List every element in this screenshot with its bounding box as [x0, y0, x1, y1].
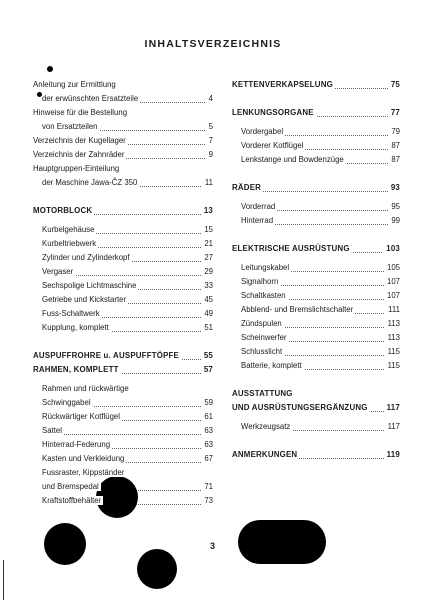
- toc-entry: [33, 106, 213, 120]
- toc-entry-title: KETTENVERKAPSELUNG: [232, 80, 333, 89]
- toc-entry-title: Hauptgruppen-Einteilung: [33, 164, 120, 173]
- toc-entry-page: 107: [384, 289, 400, 303]
- toc-entry: [33, 321, 213, 335]
- toc-entry: [33, 78, 213, 92]
- toc-entry: [33, 162, 213, 176]
- toc-entry-title: Anleitung zur Ermittlung: [33, 80, 116, 89]
- toc-entry-page: 113: [385, 317, 400, 331]
- toc-entry-page: 73: [201, 494, 213, 508]
- toc-section-entry: [232, 401, 400, 415]
- toc-entry-page: 71: [201, 480, 213, 494]
- page-number: 3: [210, 541, 216, 551]
- toc-entry-title: Leitungskabel: [241, 263, 290, 272]
- toc-spacer: [232, 228, 400, 242]
- toc-entry-page: 9: [206, 148, 213, 162]
- toc-entry-page: 5: [206, 120, 213, 134]
- toc-entry-title: Kurbeltriebwerk: [42, 239, 97, 248]
- toc-entry: [232, 289, 400, 303]
- toc-entry-title: UND AUSRÜSTUNGSERGÄNZUNG: [232, 403, 368, 412]
- toc-entry: [33, 452, 213, 466]
- toc-section-entry: [232, 181, 400, 195]
- toc-entry-page: 45: [201, 293, 213, 307]
- toc-entry: [33, 265, 213, 279]
- page-title: INHALTSVERZEICHNIS: [144, 38, 282, 50]
- toc-entry-page: 87: [388, 139, 400, 153]
- toc-entry: [33, 438, 213, 452]
- toc-entry-title: MOTORBLOCK: [33, 206, 93, 215]
- toc-entry: [232, 261, 400, 275]
- toc-spacer: [232, 167, 400, 181]
- toc-entry-title: Zylinder und Zylinderkopf: [42, 253, 130, 262]
- toc-entry-page: 99: [388, 214, 400, 228]
- toc-spacer: [33, 335, 213, 349]
- toc-entry-page: 13: [201, 204, 213, 218]
- toc-entry-page: 115: [385, 359, 400, 373]
- toc-entry-page: 111: [385, 303, 400, 317]
- toc-entry-title: AUSPUFFROHRE u. AUSPUFFTÖPFE: [33, 351, 180, 360]
- toc-entry-title: Kasten und Verkleidung: [42, 454, 125, 463]
- toc-entry: [232, 331, 400, 345]
- toc-entry-title: LENKUNGSORGANE: [232, 108, 314, 117]
- toc-entry-page: 117: [384, 401, 400, 415]
- toc-entry-title: Sattel: [42, 426, 62, 435]
- toc-entry-title: Fussraster, Kippständer: [42, 468, 125, 477]
- toc-spacer: [232, 92, 400, 106]
- toc-entry-title: Hinterrad-Federung: [42, 440, 111, 449]
- toc-entry-title: Schlusslicht: [241, 347, 283, 356]
- toc-entry-title: Vordergabel: [241, 127, 284, 136]
- toc-entry-page: 87: [388, 153, 400, 167]
- toc-entry-title: AUSSTATTUNG: [232, 389, 293, 398]
- toc-entry-page: 27: [201, 251, 213, 265]
- toc-entry: [232, 345, 400, 359]
- toc-entry-page: 95: [388, 200, 400, 214]
- toc-spacer: [33, 190, 213, 204]
- toc-entry: [232, 359, 400, 373]
- toc-entry-title: Fuss-Schaltwerk: [42, 309, 100, 318]
- toc-entry-title: Vorderrad: [241, 202, 276, 211]
- toc-entry: [33, 293, 213, 307]
- toc-entry-title: von Ersatzteilen: [42, 122, 98, 131]
- toc-entry-title: Kraftstoffbehälter: [42, 496, 102, 505]
- toc-entry-title: ELEKTRISCHE AUSRÜSTUNG: [232, 244, 350, 253]
- toc-entry-page: 57: [201, 363, 213, 377]
- toc-entry: [33, 237, 213, 251]
- ink-speck: [47, 66, 53, 72]
- toc-entry: [33, 251, 213, 265]
- toc-column-left: [33, 78, 213, 508]
- toc-entry: [232, 200, 400, 214]
- toc-entry-title: Scheinwerfer: [241, 333, 287, 342]
- toc-column-right: [232, 78, 400, 462]
- toc-entry-page: 21: [201, 237, 213, 251]
- toc-entry-page: 11: [202, 176, 213, 190]
- toc-entry: [232, 317, 400, 331]
- toc-section-entry: [232, 78, 400, 92]
- toc-entry-page: 4: [206, 92, 213, 106]
- toc-entry-page: 15: [201, 223, 213, 237]
- toc-section-entry: [33, 204, 213, 218]
- toc-section-entry: [232, 387, 400, 401]
- toc-entry-page: 117: [385, 420, 400, 434]
- toc-entry-page: 59: [201, 396, 213, 410]
- toc-entry-page: 7: [206, 134, 213, 148]
- toc-dot-leader: [42, 434, 213, 435]
- toc-entry-title: Sechspolige Lichtmaschine: [42, 281, 137, 290]
- toc-entry: [33, 410, 213, 424]
- toc-entry-page: 67: [201, 452, 213, 466]
- toc-section-entry: [33, 349, 213, 363]
- toc-entry-page: 61: [201, 410, 213, 424]
- toc-entry-title: Hinweise für die Bestellung: [33, 108, 128, 117]
- toc-entry-page: 105: [384, 261, 400, 275]
- toc-entry-title: Rahmen und rückwärtige: [42, 384, 129, 393]
- toc-entry-title: Signalhorn: [241, 277, 279, 286]
- toc-entry-title: ANMERKUNGEN: [232, 450, 298, 459]
- toc-entry-title: Schwinggabel: [42, 398, 91, 407]
- toc-entry-title: Abblend- und Bremslichtschalter: [241, 305, 354, 314]
- toc-entry: [232, 125, 400, 139]
- toc-section-entry: [33, 363, 213, 377]
- toc-spacer: [232, 373, 400, 387]
- toc-entry-page: 29: [201, 265, 213, 279]
- toc-entry-title: Vorderer Kotflügel: [241, 141, 304, 150]
- toc-entry: [33, 134, 213, 148]
- toc-entry-page: 113: [385, 331, 400, 345]
- toc-entry-page: 63: [201, 424, 213, 438]
- toc-entry-title: Werkzeugsatz: [241, 422, 291, 431]
- toc-entry: [232, 153, 400, 167]
- toc-entry-title: RÄDER: [232, 183, 262, 192]
- toc-section-entry: [232, 448, 400, 462]
- toc-entry-title: und Bremspedal: [42, 482, 99, 491]
- toc-entry: [33, 92, 213, 106]
- toc-entry-title: Verzeichnis der Kugellager: [33, 136, 126, 145]
- toc-entry: [33, 279, 213, 293]
- toc-entry-page: 93: [388, 181, 400, 195]
- toc-entry-page: 49: [201, 307, 213, 321]
- toc-entry-title: der erwünschten Ersatzteile: [42, 94, 139, 103]
- toc-entry: [33, 223, 213, 237]
- toc-entry-page: 77: [388, 106, 400, 120]
- toc-entry-page: 119: [384, 448, 400, 462]
- toc-entry-title: der Maschine Jawa-ČZ 350: [42, 178, 138, 187]
- toc-entry: [232, 275, 400, 289]
- toc-entry-page: 33: [201, 279, 213, 293]
- ink-blot: [238, 520, 326, 564]
- toc-entry-title: Kupplung, komplett: [42, 323, 109, 332]
- toc-entry-page: 75: [388, 78, 400, 92]
- toc-entry-title: Getriebe und Kickstarter: [42, 295, 127, 304]
- toc-entry: [33, 120, 213, 134]
- toc-entry: [33, 148, 213, 162]
- toc-entry: [33, 307, 213, 321]
- toc-entry: [33, 382, 213, 396]
- toc-entry: [33, 396, 213, 410]
- toc-entry-title: Rückwärtiger Kotflügel: [42, 412, 121, 421]
- ink-blot: [137, 549, 177, 589]
- toc-entry-page: 103: [383, 242, 400, 256]
- toc-entry: [33, 176, 213, 190]
- toc-entry-title: Verzeichnis der Zahnräder: [33, 150, 125, 159]
- toc-entry-title: Kurbelgehäuse: [42, 225, 95, 234]
- ink-blot: [44, 523, 86, 565]
- toc-entry-title: RAHMEN, KOMPLETT: [33, 365, 119, 374]
- toc-entry-page: 115: [385, 345, 400, 359]
- toc-section-entry: [232, 242, 400, 256]
- toc-entry: [232, 303, 400, 317]
- toc-entry-page: 55: [201, 349, 213, 363]
- toc-entry: [232, 214, 400, 228]
- toc-entry-page: 79: [388, 125, 400, 139]
- toc-entry-title: Zündspulen: [241, 319, 282, 328]
- toc-entry-title: Batterie, komplett: [241, 361, 302, 370]
- toc-entry-title: Schaltkasten: [241, 291, 286, 300]
- toc-entry-page: 51: [201, 321, 213, 335]
- scan-edge-line: [3, 560, 4, 600]
- toc-entry-title: Hinterrad: [241, 216, 274, 225]
- toc-spacer: [232, 434, 400, 448]
- toc-entry-page: 63: [201, 438, 213, 452]
- toc-entry-title: Vergaser: [42, 267, 74, 276]
- toc-entry-page: 107: [384, 275, 400, 289]
- toc-section-entry: [232, 106, 400, 120]
- toc-entry: [232, 420, 400, 434]
- toc-entry: [33, 424, 213, 438]
- toc-entry-title: Lenkstange und Bowdenzüge: [241, 155, 344, 164]
- toc-entry: [232, 139, 400, 153]
